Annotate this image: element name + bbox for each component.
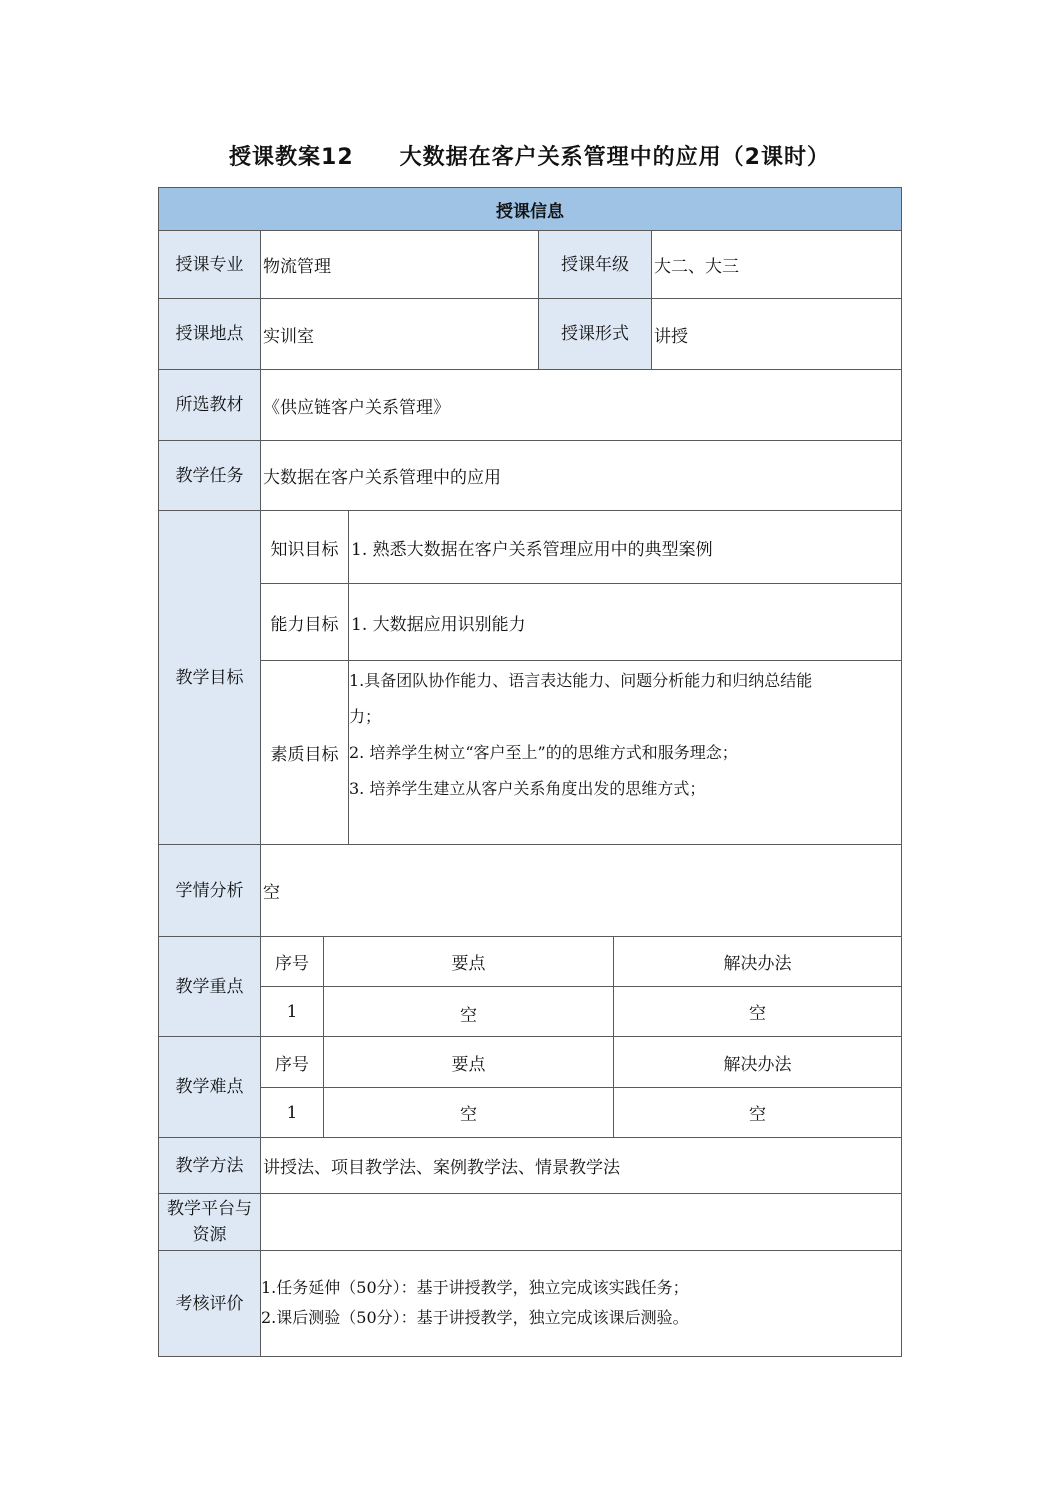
evaluation-line: 2.课后测验（50分）：基于讲授教学，独立完成该课后测验。 [261, 1308, 689, 1327]
difficulties-row-point: 空 [323, 1087, 614, 1138]
platform-label-line: 资源 [192, 1225, 227, 1245]
analysis-value: 空 [260, 844, 902, 937]
task-value: 大数据在客户关系管理中的应用 [260, 440, 902, 511]
place-value: 实训室 [260, 298, 539, 370]
task-label: 教学任务 [158, 440, 261, 511]
major-label: 授课专业 [158, 230, 261, 299]
quality-goal-line: 1.具备团队协作能力、语言表达能力、问题分析能力和归纳总结能 [349, 671, 813, 690]
key-points-row-solution: 空 [613, 986, 902, 1037]
knowledge-goal-label: 知识目标 [260, 510, 349, 584]
goals-label: 教学目标 [158, 510, 261, 845]
difficulties-col-solution: 解决办法 [613, 1036, 902, 1088]
section-header: 授课信息 [158, 187, 902, 231]
page-title: 授课教案12 大数据在客户关系管理中的应用（2课时） [229, 145, 830, 170]
quality-goal-value [348, 660, 902, 845]
form-value: 讲授 [651, 298, 902, 370]
difficulties-label: 教学难点 [158, 1036, 261, 1138]
grade-label: 授课年级 [538, 230, 652, 299]
difficulties-col-no: 序号 [260, 1036, 324, 1088]
analysis-label: 学情分析 [158, 844, 261, 937]
platform-label-line: 教学平台与 [167, 1199, 252, 1219]
key-points-row-no: 1 [260, 986, 324, 1037]
ability-goal-label: 能力目标 [260, 583, 349, 661]
place-label: 授课地点 [158, 298, 261, 370]
quality-goal-label: 素质目标 [260, 660, 349, 845]
difficulties-row-solution: 空 [613, 1087, 902, 1138]
evaluation-line: 1.任务延伸（50分）：基于讲授教学，独立完成该实践任务； [261, 1278, 689, 1297]
key-points-col-point: 要点 [323, 936, 614, 987]
quality-goal-line: 2. 培养学生树立“客户至上”的的思维方式和服务理念； [349, 743, 738, 762]
grade-value: 大二、大三 [651, 230, 902, 299]
textbook-value: 《供应链客户关系管理》 [260, 369, 902, 441]
evaluation-label: 考核评价 [158, 1250, 261, 1357]
key-points-col-solution: 解决办法 [613, 936, 902, 987]
difficulties-col-point: 要点 [323, 1036, 614, 1088]
form-label: 授课形式 [538, 298, 652, 370]
platform-label [158, 1193, 261, 1251]
methods-label: 教学方法 [158, 1137, 261, 1194]
textbook-label: 所选教材 [158, 369, 261, 441]
evaluation-value [260, 1250, 902, 1357]
quality-goal-line: 3. 培养学生建立从客户关系角度出发的思维方式； [349, 779, 706, 798]
major-value: 物流管理 [260, 230, 539, 299]
difficulties-row-no: 1 [260, 1087, 324, 1138]
knowledge-goal-value: 1. 熟悉大数据在客户关系管理应用中的典型案例 [348, 510, 902, 584]
methods-value: 讲授法、项目教学法、案例教学法、情景教学法 [260, 1137, 902, 1194]
key-points-row-point: 空 [323, 986, 614, 1037]
key-points-col-no: 序号 [260, 936, 324, 987]
ability-goal-value: 1. 大数据应用识别能力 [348, 583, 902, 661]
quality-goal-line: 力； [349, 707, 382, 726]
key-points-label: 教学重点 [158, 936, 261, 1037]
platform-value [260, 1193, 902, 1251]
